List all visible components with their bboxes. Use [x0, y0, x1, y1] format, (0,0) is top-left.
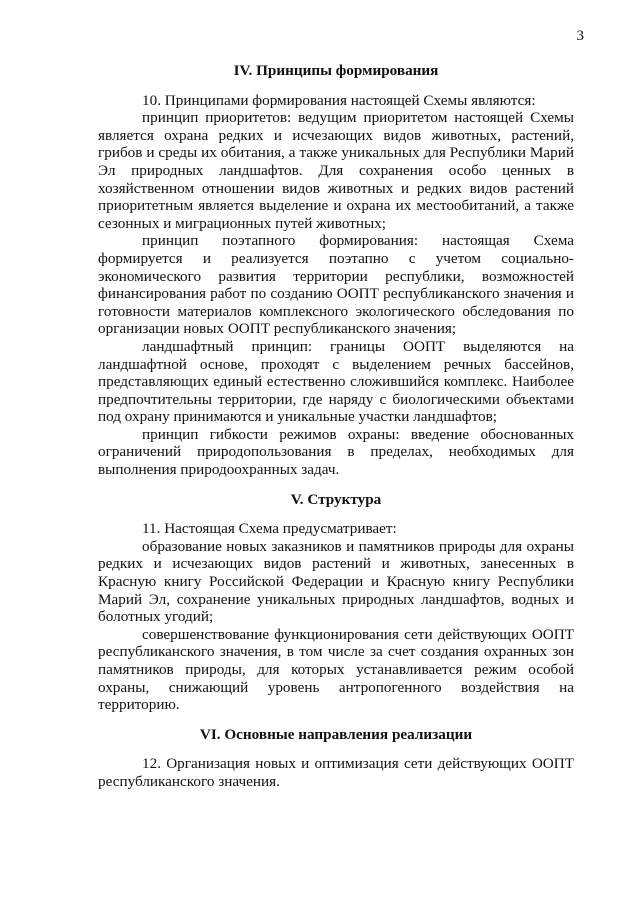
paragraph: принцип гибкости режимов охраны: введение обоснованных ограничений природопользования в пределах, необходимых для выполнения природоохранных задач.: [98, 425, 574, 479]
paragraph: совершенствование функционирования сети действующих ООПТ республиканского значения, в том числе за счет создания охранных зон памятников природы, для которых устанавливается режим особой охраны, снижающий уровень антропогенного воздействия на территорию.: [98, 625, 574, 714]
document-body: [98, 62, 574, 791]
paragraph: 10. Принципами формирования настоящей Схемы являются:: [142, 91, 536, 109]
page-number: 3: [576, 28, 584, 44]
paragraph: 11. Настоящая Схема предусматривает:: [142, 520, 397, 538]
paragraph: 12. Организация новых и оптимизация сети действующих ООПТ республиканского значения.: [98, 755, 574, 790]
paragraph: ландшафтный принцип: границы ООПТ выделяются на ландшафтной основе, проходят с выделением речных бассейнов, представляющих единый естественно сложившийся комплекс. Наиболее предпочтительны территории, где наряду с биологическими объектами под охрану принимаются и уникальные участки ландшафтов;: [98, 337, 574, 426]
section-structure: [98, 491, 574, 714]
paragraph: принцип приоритетов: ведущим приоритетом настоящей Схемы является охрана редких и исчезающих видов животных, растений, грибов и среды их обитания, а также уникальных для Республики Марий Эл природных ландшафтов. Для сохранения особо ценных в хозяйственном отношении видов животных и редких видов растений приоритетным является выделение и охрана их местообитаний, а также сезонных и миграционных путей животных;: [98, 109, 574, 232]
section-directions: [98, 726, 574, 791]
section-heading: IV. Принципы формирования: [233, 62, 439, 79]
paragraph: принцип поэтапного формирования: настоящая Схема формируется и реализуется поэтапно с учетом социально-экономического развития территории республики, возможностей финансирования работ по созданию ООПТ республиканского значения и готовности материалов комплексного экологического обследования по организации новых ООПТ республиканского значения;: [98, 232, 574, 338]
section-heading: V. Структура: [290, 490, 382, 508]
section-principles: [98, 62, 574, 479]
section-heading: VI. Основные направления реализации: [199, 725, 473, 743]
paragraph: образование новых заказников и памятников природы для охраны редких и исчезающих видов растений и животных, занесенных в Красную книгу Российской Федерации и Красную книгу Республики Марий Эл, сохранение уникальных природных ландшафтов, водных и болотных угодий;: [98, 537, 574, 626]
